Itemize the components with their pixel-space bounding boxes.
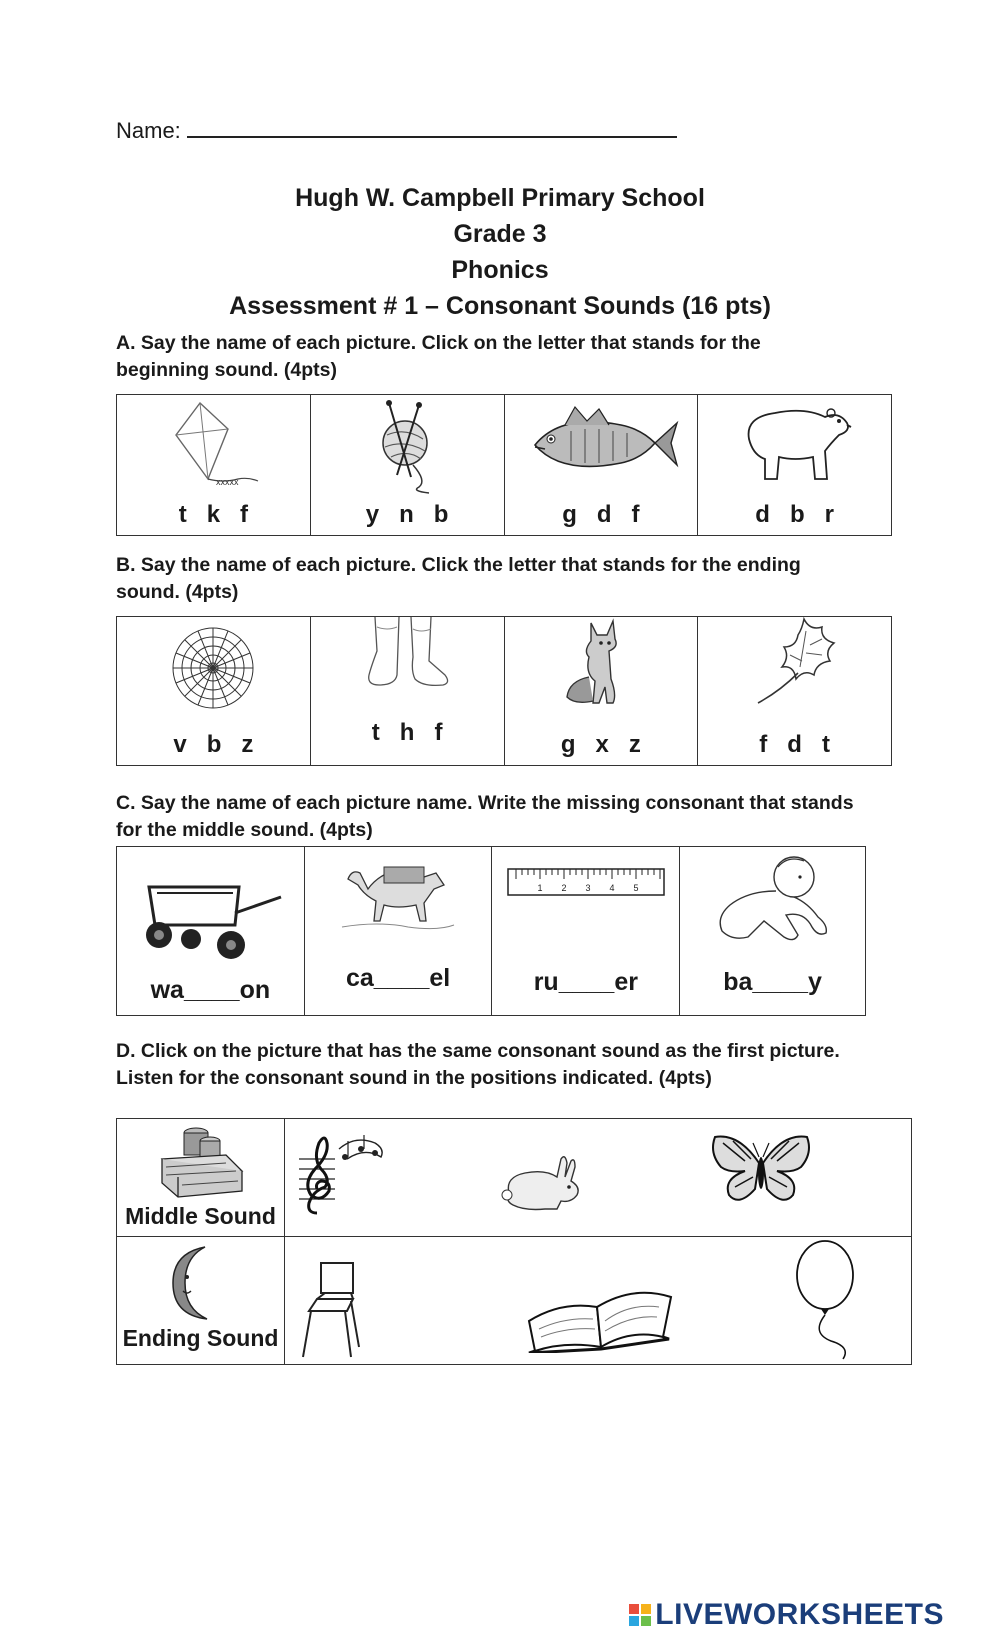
brand-name: LIVEWORKSHEETS bbox=[655, 1598, 944, 1631]
section-c-cell-ruler bbox=[492, 847, 680, 1016]
section-d-options-ending bbox=[285, 1237, 912, 1365]
choice-letter[interactable]: x bbox=[595, 731, 609, 758]
section-b-cell-feet bbox=[310, 617, 504, 766]
section-a-instructions bbox=[116, 330, 876, 384]
section-d-instruction-line-2: Listen for the consonant sound in the positions indicated. (4pts) bbox=[116, 1067, 712, 1089]
section-a-choices-3 bbox=[505, 501, 698, 529]
ruler-number: 1 bbox=[537, 883, 543, 893]
choice-letter[interactable]: z bbox=[628, 731, 641, 758]
feet-icon bbox=[357, 617, 457, 691]
music-notes-icon[interactable] bbox=[295, 1129, 385, 1217]
chair-icon[interactable] bbox=[295, 1259, 365, 1359]
fox-icon bbox=[561, 617, 641, 709]
section-b-choices-1 bbox=[117, 731, 310, 759]
section-b-grid bbox=[116, 616, 892, 766]
section-b-cell-fox bbox=[504, 617, 698, 766]
section-a-choices-1 bbox=[117, 501, 310, 529]
assessment-title: Assessment # 1 – Consonant Sounds (16 pts) bbox=[229, 292, 771, 320]
section-c-cell-wagon bbox=[117, 847, 305, 1016]
section-b-instruction-line-2: sound. (4pts) bbox=[116, 581, 239, 603]
ruler-number: 4 bbox=[609, 883, 615, 893]
name-label: Name: bbox=[116, 118, 181, 143]
choice-letter[interactable]: f bbox=[631, 501, 640, 528]
ruler-number: 3 bbox=[585, 883, 591, 893]
web-icon bbox=[168, 623, 258, 713]
section-b-choices-3 bbox=[505, 731, 698, 759]
choice-letter[interactable]: v bbox=[173, 731, 187, 758]
grade-title: Grade 3 bbox=[453, 220, 547, 248]
choice-letter[interactable]: t bbox=[178, 501, 187, 528]
choice-letter[interactable]: b bbox=[206, 731, 222, 758]
section-d-instructions bbox=[116, 1038, 876, 1092]
section-a-instruction-line-2: beginning sound. (4pts) bbox=[116, 359, 337, 381]
ruler-icon bbox=[506, 867, 666, 897]
section-d-key-ending bbox=[117, 1237, 285, 1365]
middle-sound-label: Middle Sound bbox=[125, 1203, 276, 1229]
middle-word: wa____on bbox=[150, 976, 271, 1004]
choice-letter[interactable]: y bbox=[365, 501, 380, 528]
leaf-icon bbox=[750, 617, 840, 705]
section-c-grid bbox=[116, 846, 866, 1016]
choice-letter[interactable]: f bbox=[240, 501, 249, 528]
section-b-choices-4 bbox=[698, 731, 891, 759]
section-a-cell-fish bbox=[504, 395, 698, 536]
subject-title: Phonics bbox=[451, 256, 549, 284]
name-field bbox=[116, 118, 677, 144]
section-a-cell-yarn bbox=[310, 395, 504, 536]
choice-letter[interactable]: b bbox=[789, 501, 805, 528]
svg-text:xxxxx: xxxxx bbox=[216, 477, 239, 487]
middle-word: ca____el bbox=[345, 964, 451, 992]
section-d-grid bbox=[116, 1118, 912, 1365]
ruler-number: 5 bbox=[633, 883, 639, 893]
school-name: Hugh W. Campbell Primary School bbox=[295, 184, 705, 212]
choice-letter[interactable]: n bbox=[399, 501, 414, 528]
section-a-choices-2 bbox=[311, 501, 504, 529]
wagon-icon bbox=[135, 873, 285, 965]
section-a-instruction-line-1: A. Say the name of each picture. Click on the letter that stands for the bbox=[116, 332, 761, 354]
choice-letter[interactable]: d bbox=[787, 731, 802, 758]
fish-icon bbox=[521, 403, 681, 483]
section-b-cell-web bbox=[117, 617, 311, 766]
section-a-cell-bear bbox=[698, 395, 892, 536]
section-c-instructions bbox=[116, 790, 876, 844]
section-c-cell-baby bbox=[680, 847, 866, 1016]
section-d-options-middle bbox=[285, 1119, 912, 1237]
butterfly-icon[interactable] bbox=[709, 1133, 813, 1207]
section-c-cell-camel bbox=[304, 847, 492, 1016]
worksheet-header bbox=[0, 180, 1000, 324]
choice-letter[interactable]: r bbox=[824, 501, 834, 528]
section-b-cell-leaf bbox=[698, 617, 892, 766]
kite-icon bbox=[158, 399, 268, 491]
section-c-instruction-line-1: C. Say the name of each picture name. Write the missing consonant that stands bbox=[116, 792, 854, 814]
moon-icon bbox=[161, 1243, 241, 1323]
choice-letter[interactable]: f bbox=[434, 719, 443, 746]
choice-letter[interactable]: h bbox=[399, 719, 415, 746]
section-c-instruction-line-2: for the middle sound. (4pts) bbox=[116, 819, 373, 841]
choice-letter[interactable]: d bbox=[596, 501, 612, 528]
choice-letter[interactable]: g bbox=[560, 731, 576, 758]
ending-sound-label: Ending Sound bbox=[122, 1325, 279, 1351]
section-a-grid bbox=[116, 394, 892, 536]
money-icon bbox=[156, 1125, 246, 1201]
choice-letter[interactable]: t bbox=[821, 731, 830, 758]
choice-letter[interactable]: k bbox=[206, 501, 221, 528]
section-d-instruction-line-1: D. Click on the picture that has the same consonant sound as the first picture. bbox=[116, 1040, 840, 1062]
rabbit-icon[interactable] bbox=[495, 1149, 585, 1215]
book-icon[interactable] bbox=[525, 1281, 675, 1353]
bear-icon bbox=[735, 399, 855, 489]
section-b-choices-2 bbox=[311, 719, 504, 747]
middle-word: ru____er bbox=[533, 968, 638, 996]
choice-letter[interactable]: f bbox=[759, 731, 768, 758]
yarn-icon bbox=[357, 399, 457, 495]
brand-logo-icon bbox=[629, 1604, 651, 1626]
name-blank bbox=[187, 118, 677, 138]
section-b-instruction-line-1: B. Say the name of each picture. Click the letter that stands for the ending bbox=[116, 554, 801, 576]
camel-icon bbox=[338, 855, 458, 935]
section-d-key-middle bbox=[117, 1119, 285, 1237]
choice-letter[interactable]: d bbox=[755, 501, 770, 528]
baby-icon bbox=[708, 851, 838, 947]
section-b-instructions bbox=[116, 552, 876, 606]
middle-word: ba____y bbox=[723, 968, 822, 996]
choice-letter[interactable]: g bbox=[562, 501, 577, 528]
balloon-icon[interactable] bbox=[781, 1237, 871, 1361]
choice-letter[interactable]: t bbox=[371, 719, 380, 746]
section-a-choices-4 bbox=[698, 501, 891, 529]
ruler-number: 2 bbox=[561, 883, 567, 893]
choice-letter[interactable]: b bbox=[433, 501, 449, 528]
liveworksheets-logo bbox=[629, 1598, 944, 1632]
section-a-cell-kite bbox=[117, 395, 311, 536]
choice-letter[interactable]: z bbox=[241, 731, 254, 758]
